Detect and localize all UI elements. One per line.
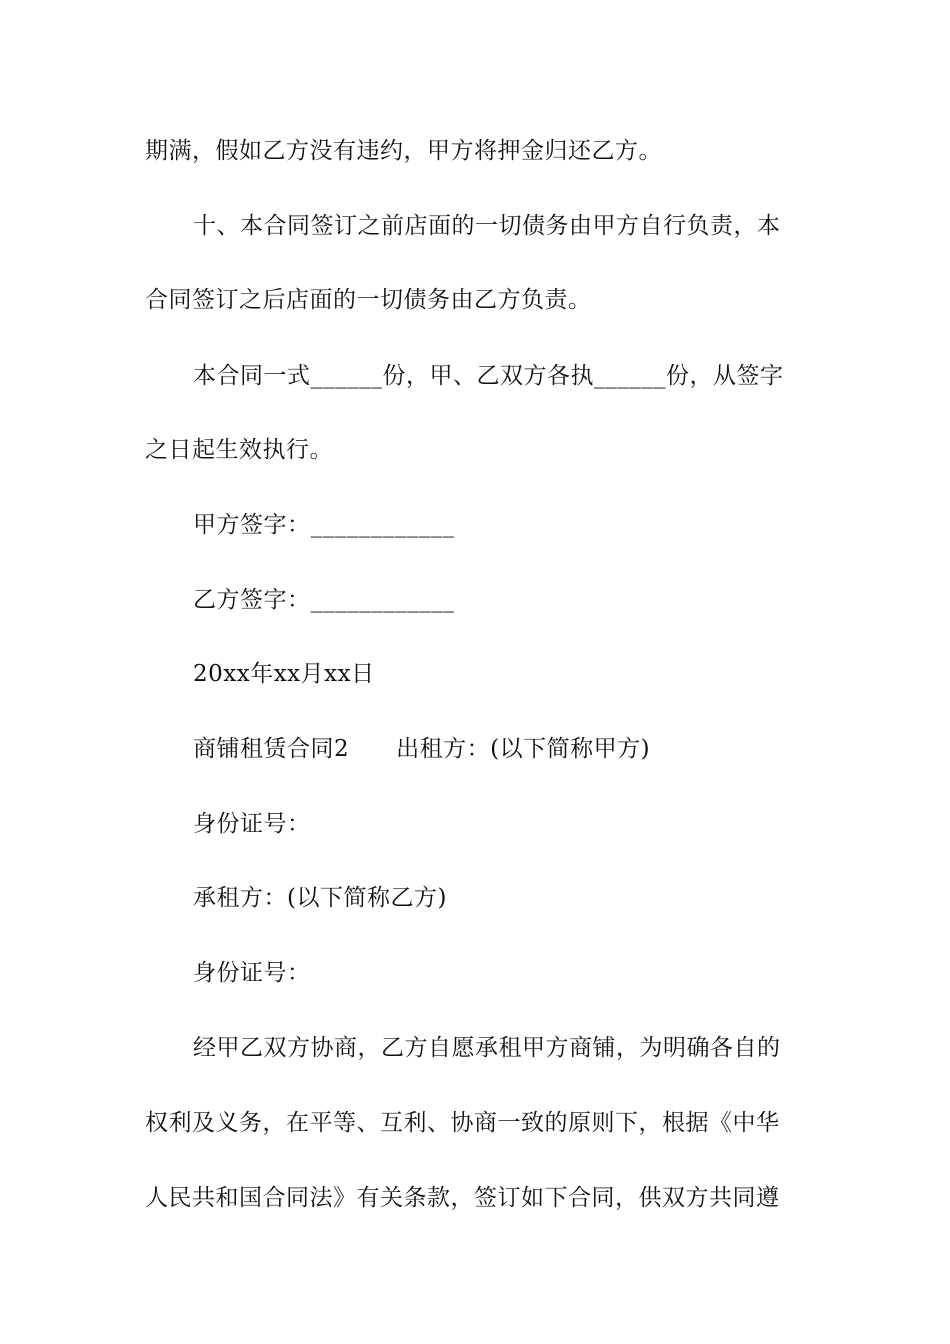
- contract-heading-line: 商铺租赁合同2 出租方：(以下简称甲方): [193, 736, 651, 762]
- paragraph-line: 经甲乙双方协商，乙方自愿承租甲方商铺，为明确各自的: [193, 1035, 781, 1061]
- paragraph-line: 十、本合同签订之前店面的一切债务由甲方自行负责，本: [193, 213, 781, 239]
- paragraph-line: 期满，假如乙方没有违约，甲方将押金归还乙方。: [145, 138, 662, 164]
- id-number-line: 身份证号：: [193, 811, 311, 837]
- paragraph-line: 本合同一式______份，甲、乙双方各执______份，从签字: [193, 363, 784, 389]
- paragraph-line: 人民共和国合同法》有关条款，签订如下合同，供双方共同遵: [145, 1185, 780, 1211]
- date-line: 20xx年xx月xx日: [193, 661, 375, 687]
- party-b-signature-line: 乙方签字：____________: [193, 587, 455, 613]
- paragraph-line: 之日起生效执行。: [145, 437, 333, 463]
- id-number-line: 身份证号：: [193, 960, 311, 986]
- party-a-signature-line: 甲方签字：____________: [193, 512, 455, 538]
- lessee-line: 承租方：(以下简称乙方): [193, 885, 447, 911]
- paragraph-line: 合同签订之后店面的一切债务由乙方负责。: [145, 287, 592, 313]
- paragraph-line: 权利及义务，在平等、互利、协商一致的原则下，根据《中华: [145, 1110, 780, 1136]
